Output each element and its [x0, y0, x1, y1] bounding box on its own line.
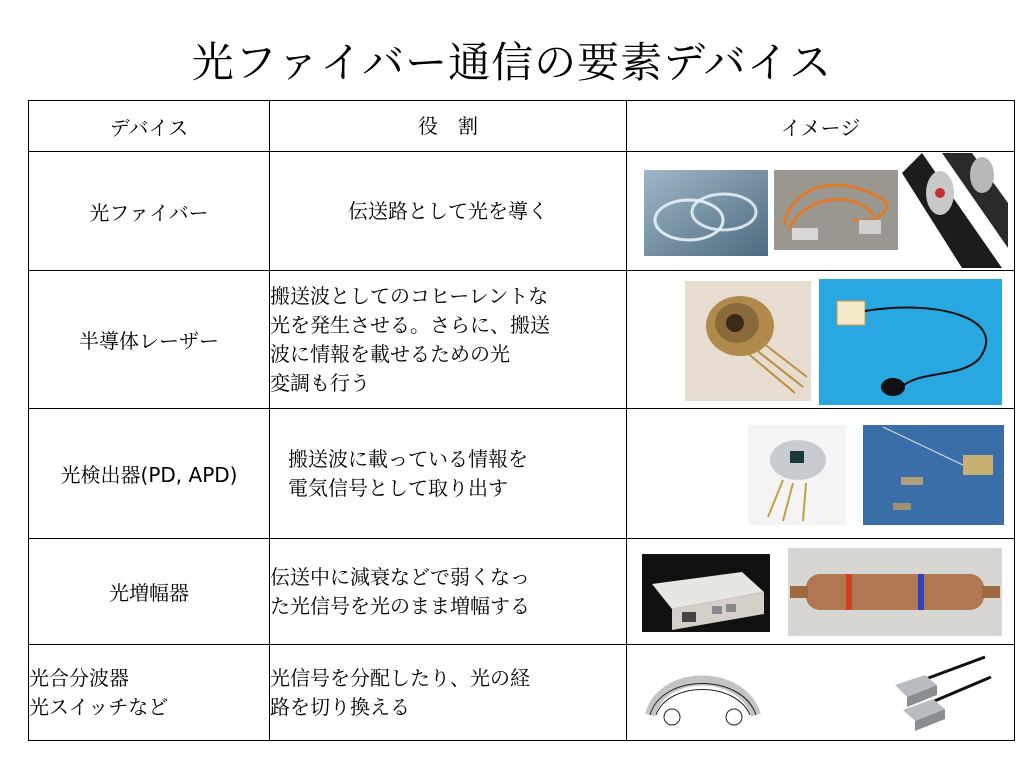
optical-switch-photo [885, 655, 993, 735]
device-table [28, 100, 1015, 741]
device-name: 光合分波器 光スイッチなど [29, 645, 270, 741]
table-row [29, 271, 1015, 409]
laser-module-photo [819, 279, 1002, 405]
header-role: 役 割 [270, 101, 627, 152]
table-row [29, 645, 1015, 741]
device-images [627, 152, 1015, 271]
device-role: 伝送中に減衰などで弱くなっ た光信号を光のまま増幅する [270, 539, 627, 645]
laser-diode-can-photo [685, 281, 811, 401]
header-image: イメージ [627, 101, 1015, 152]
header-device: デバイス [29, 101, 270, 152]
photodetector-module-photo [863, 425, 1004, 525]
device-images [627, 645, 1015, 741]
table-row [29, 152, 1015, 271]
fiber-cable-cross-section-photo [902, 153, 1008, 268]
device-name: 光ファイバー [29, 152, 270, 271]
device-role: 搬送波としてのコヒーレントな 光を発生させる。さらに、搬送 波に情報を載せるための光 変調も行う [270, 271, 627, 409]
table-header-row [29, 101, 1015, 152]
waveguide-diagram-image [642, 659, 764, 731]
fiber-patch-cord-photo [774, 170, 898, 250]
table-row [29, 409, 1015, 539]
device-name: 半導体レーザー [29, 271, 270, 409]
amplifier-module-photo [788, 548, 1002, 636]
device-name: 光検出器(PD, APD) [29, 409, 270, 539]
device-role: 光信号を分配したり、光の経 路を切り換える [270, 645, 627, 741]
device-role: 搬送波に載っている情報を 電気信号として取り出す [270, 409, 627, 539]
device-images [627, 271, 1015, 409]
device-role: 伝送路として光を導く [270, 152, 627, 271]
device-images [627, 539, 1015, 645]
amplifier-unit-photo [642, 554, 770, 632]
device-images [627, 409, 1015, 539]
device-name: 光増幅器 [29, 539, 270, 645]
photodiode-can-photo [748, 425, 846, 525]
page-title: 光ファイバー通信の要素デバイス [191, 38, 833, 87]
table-row [29, 539, 1015, 645]
fiber-coil-photo [644, 170, 768, 256]
